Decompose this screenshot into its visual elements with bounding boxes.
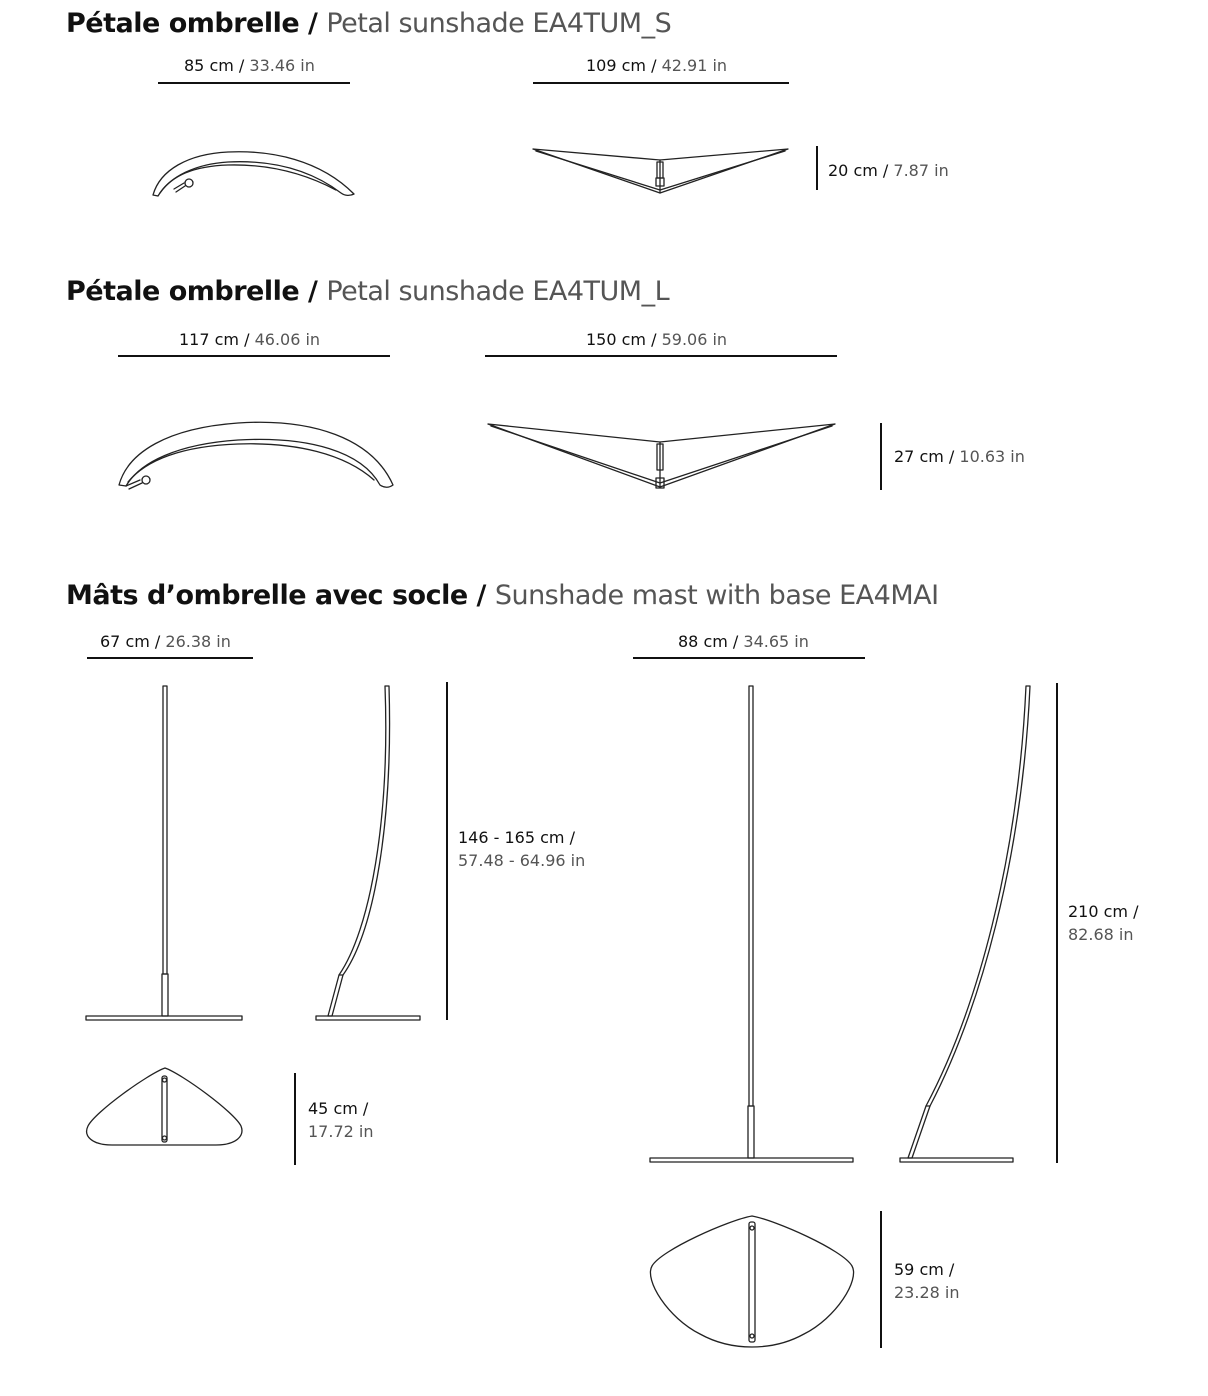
dim-base-large-mast: 59 cm / 23.28 in [894, 1260, 960, 1302]
title-fr: Pétale ombrelle / [66, 8, 318, 39]
dim-width-large-mast: 88 cm / 34.65 in [678, 632, 809, 651]
petal-s-front-drawing [153, 152, 354, 196]
large-base-top-drawing [650, 1216, 853, 1347]
dim-width-petal-l-front: 117 cm / 46.06 in [179, 330, 321, 349]
dim-height-petal-s: 20 cm / 7.87 in [828, 161, 949, 180]
dim-height-small-mast: 146 - 165 cm / 57.48 - 64.96 in [458, 828, 586, 870]
petal-s-side-drawing [533, 149, 788, 193]
title-en: Petal sunshade EA4TUM_S [326, 8, 672, 39]
large-mast-side-drawing [900, 686, 1030, 1162]
petal-l-side-drawing [488, 424, 835, 488]
dim-height-large-mast: 210 cm / 82.68 in [1068, 902, 1139, 944]
dim-height-petal-l: 27 cm / 10.63 in [894, 447, 1025, 466]
dim-width-petal-s-side: 109 cm / 42.91 in [586, 56, 728, 75]
petal-l-front-drawing [119, 422, 393, 489]
small-base-top-drawing [87, 1068, 242, 1145]
title-fr: Mâts d’ombrelle avec socle / [66, 580, 486, 611]
small-mast-side-drawing [316, 686, 420, 1020]
small-mast-front-drawing [86, 686, 242, 1020]
large-mast-front-drawing [650, 686, 853, 1162]
dim-base-small-mast: 45 cm / 17.72 in [308, 1099, 374, 1141]
title-en: Sunshade mast with base EA4MAI [494, 580, 939, 611]
dim-width-petal-s-front: 85 cm / 33.46 in [184, 56, 315, 75]
title-fr: Pétale ombrelle / [66, 276, 318, 307]
dim-width-small-mast: 67 cm / 26.38 in [100, 632, 231, 651]
title-en: Petal sunshade EA4TUM_L [326, 276, 670, 307]
dim-width-petal-l-side: 150 cm / 59.06 in [586, 330, 728, 349]
